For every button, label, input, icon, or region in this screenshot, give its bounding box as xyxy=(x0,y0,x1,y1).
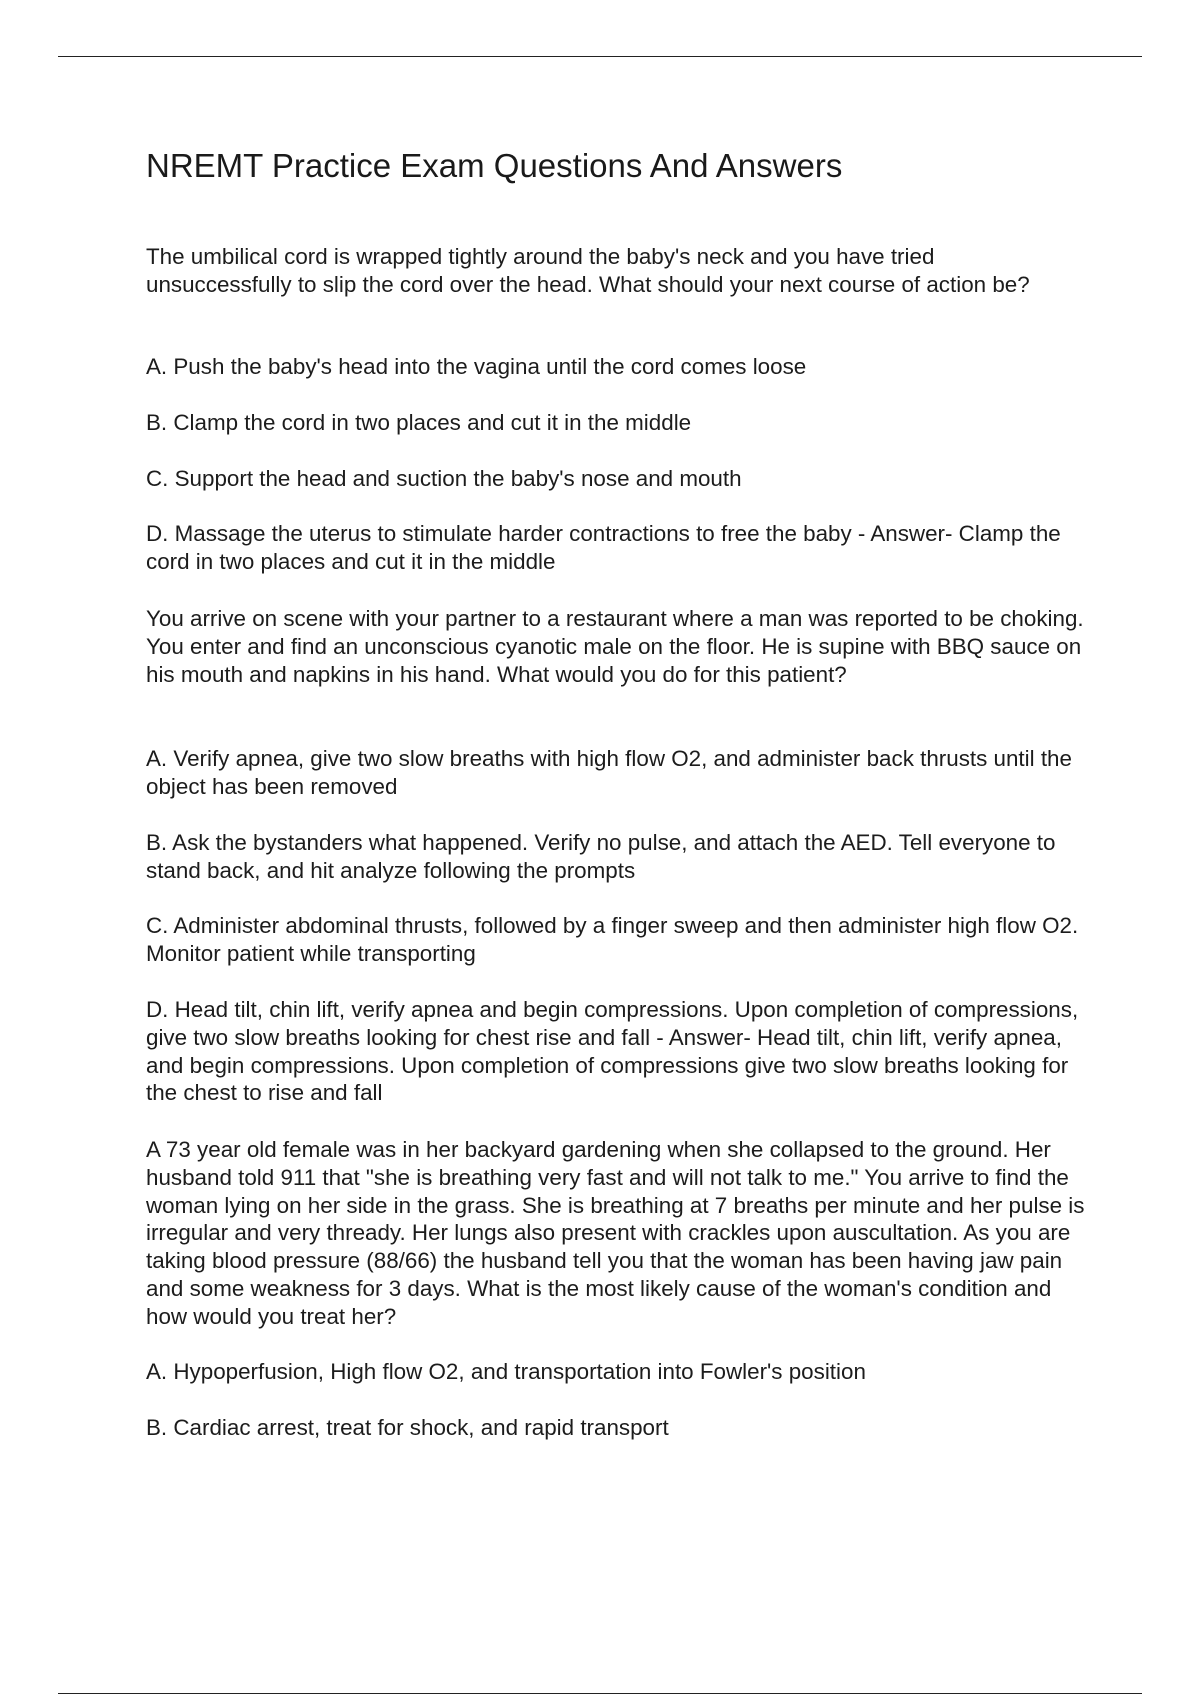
question-1-option-a: A. Push the baby's head into the vagina until the cord comes loose xyxy=(146,354,807,379)
question-1-text: The umbilical cord is wrapped tightly around the baby's neck and you have tried unsuccessfully to slip the cord over the head. What should your next course of action be? xyxy=(146,244,1030,297)
question-1-option-c: C. Support the head and suction the baby's nose and mouth xyxy=(146,466,742,491)
page-title: NREMT Practice Exam Questions And Answers xyxy=(146,147,843,184)
question-2-option-b: B. Ask the bystanders what happened. Verify no pulse, and attach the AED. Tell everyone to stand back, and hit analyze following the prompts xyxy=(146,830,1056,883)
question-2-option-c: C. Administer abdominal thrusts, followed by a finger sweep and then administer high flow O2. Monitor patient while transporting xyxy=(146,913,1079,966)
bottom-divider xyxy=(58,1693,1142,1694)
question-2-text: You arrive on scene with your partner to a restaurant where a man was reported to be choking. You enter and find an unconscious cyanotic male on the floor. He is supine with BBQ sauce on his mouth and napkins in his hand. What would you do for this patient? xyxy=(146,606,1084,687)
question-1-option-d: D. Massage the uterus to stimulate harder contractions to free the baby - Answer- Clamp the cord in two places and cut it in the middle xyxy=(146,521,1061,574)
question-3-option-a: A. Hypoperfusion, High flow O2, and transportation into Fowler's position xyxy=(146,1359,866,1384)
top-divider xyxy=(58,56,1142,57)
question-3-text: A 73 year old female was in her backyard gardening when she collapsed to the ground. Her husband told 911 that "she is breathing very fast and will not talk to me." You arrive to find the woman lying on her side in the grass. She is breathing at 7 breaths per minute and her pulse is irregular and very thready. Her lungs also present with crackles upon auscultation. As you are taking blood pressure (88/66) the husband tell you that the woman has been having jaw pain and some weakness for 3 days. What is the most likely cause of the woman's condition and how would you treat her? xyxy=(146,1137,1085,1329)
question-1-option-b: B. Clamp the cord in two places and cut it in the middle xyxy=(146,410,692,435)
question-2-option-a: A. Verify apnea, give two slow breaths with high flow O2, and administer back thrusts until the object has been removed xyxy=(146,746,1072,799)
question-3-option-b: B. Cardiac arrest, treat for shock, and rapid transport xyxy=(146,1415,669,1440)
question-2-option-d: D. Head tilt, chin lift, verify apnea and begin compressions. Upon completion of compressions, give two slow breaths looking for chest rise and fall - Answer- Head tilt, chin lift, verify apnea, and begin compressions. Upon completion of compressions give two slow breaths looking for the chest to rise and fall xyxy=(146,997,1079,1106)
